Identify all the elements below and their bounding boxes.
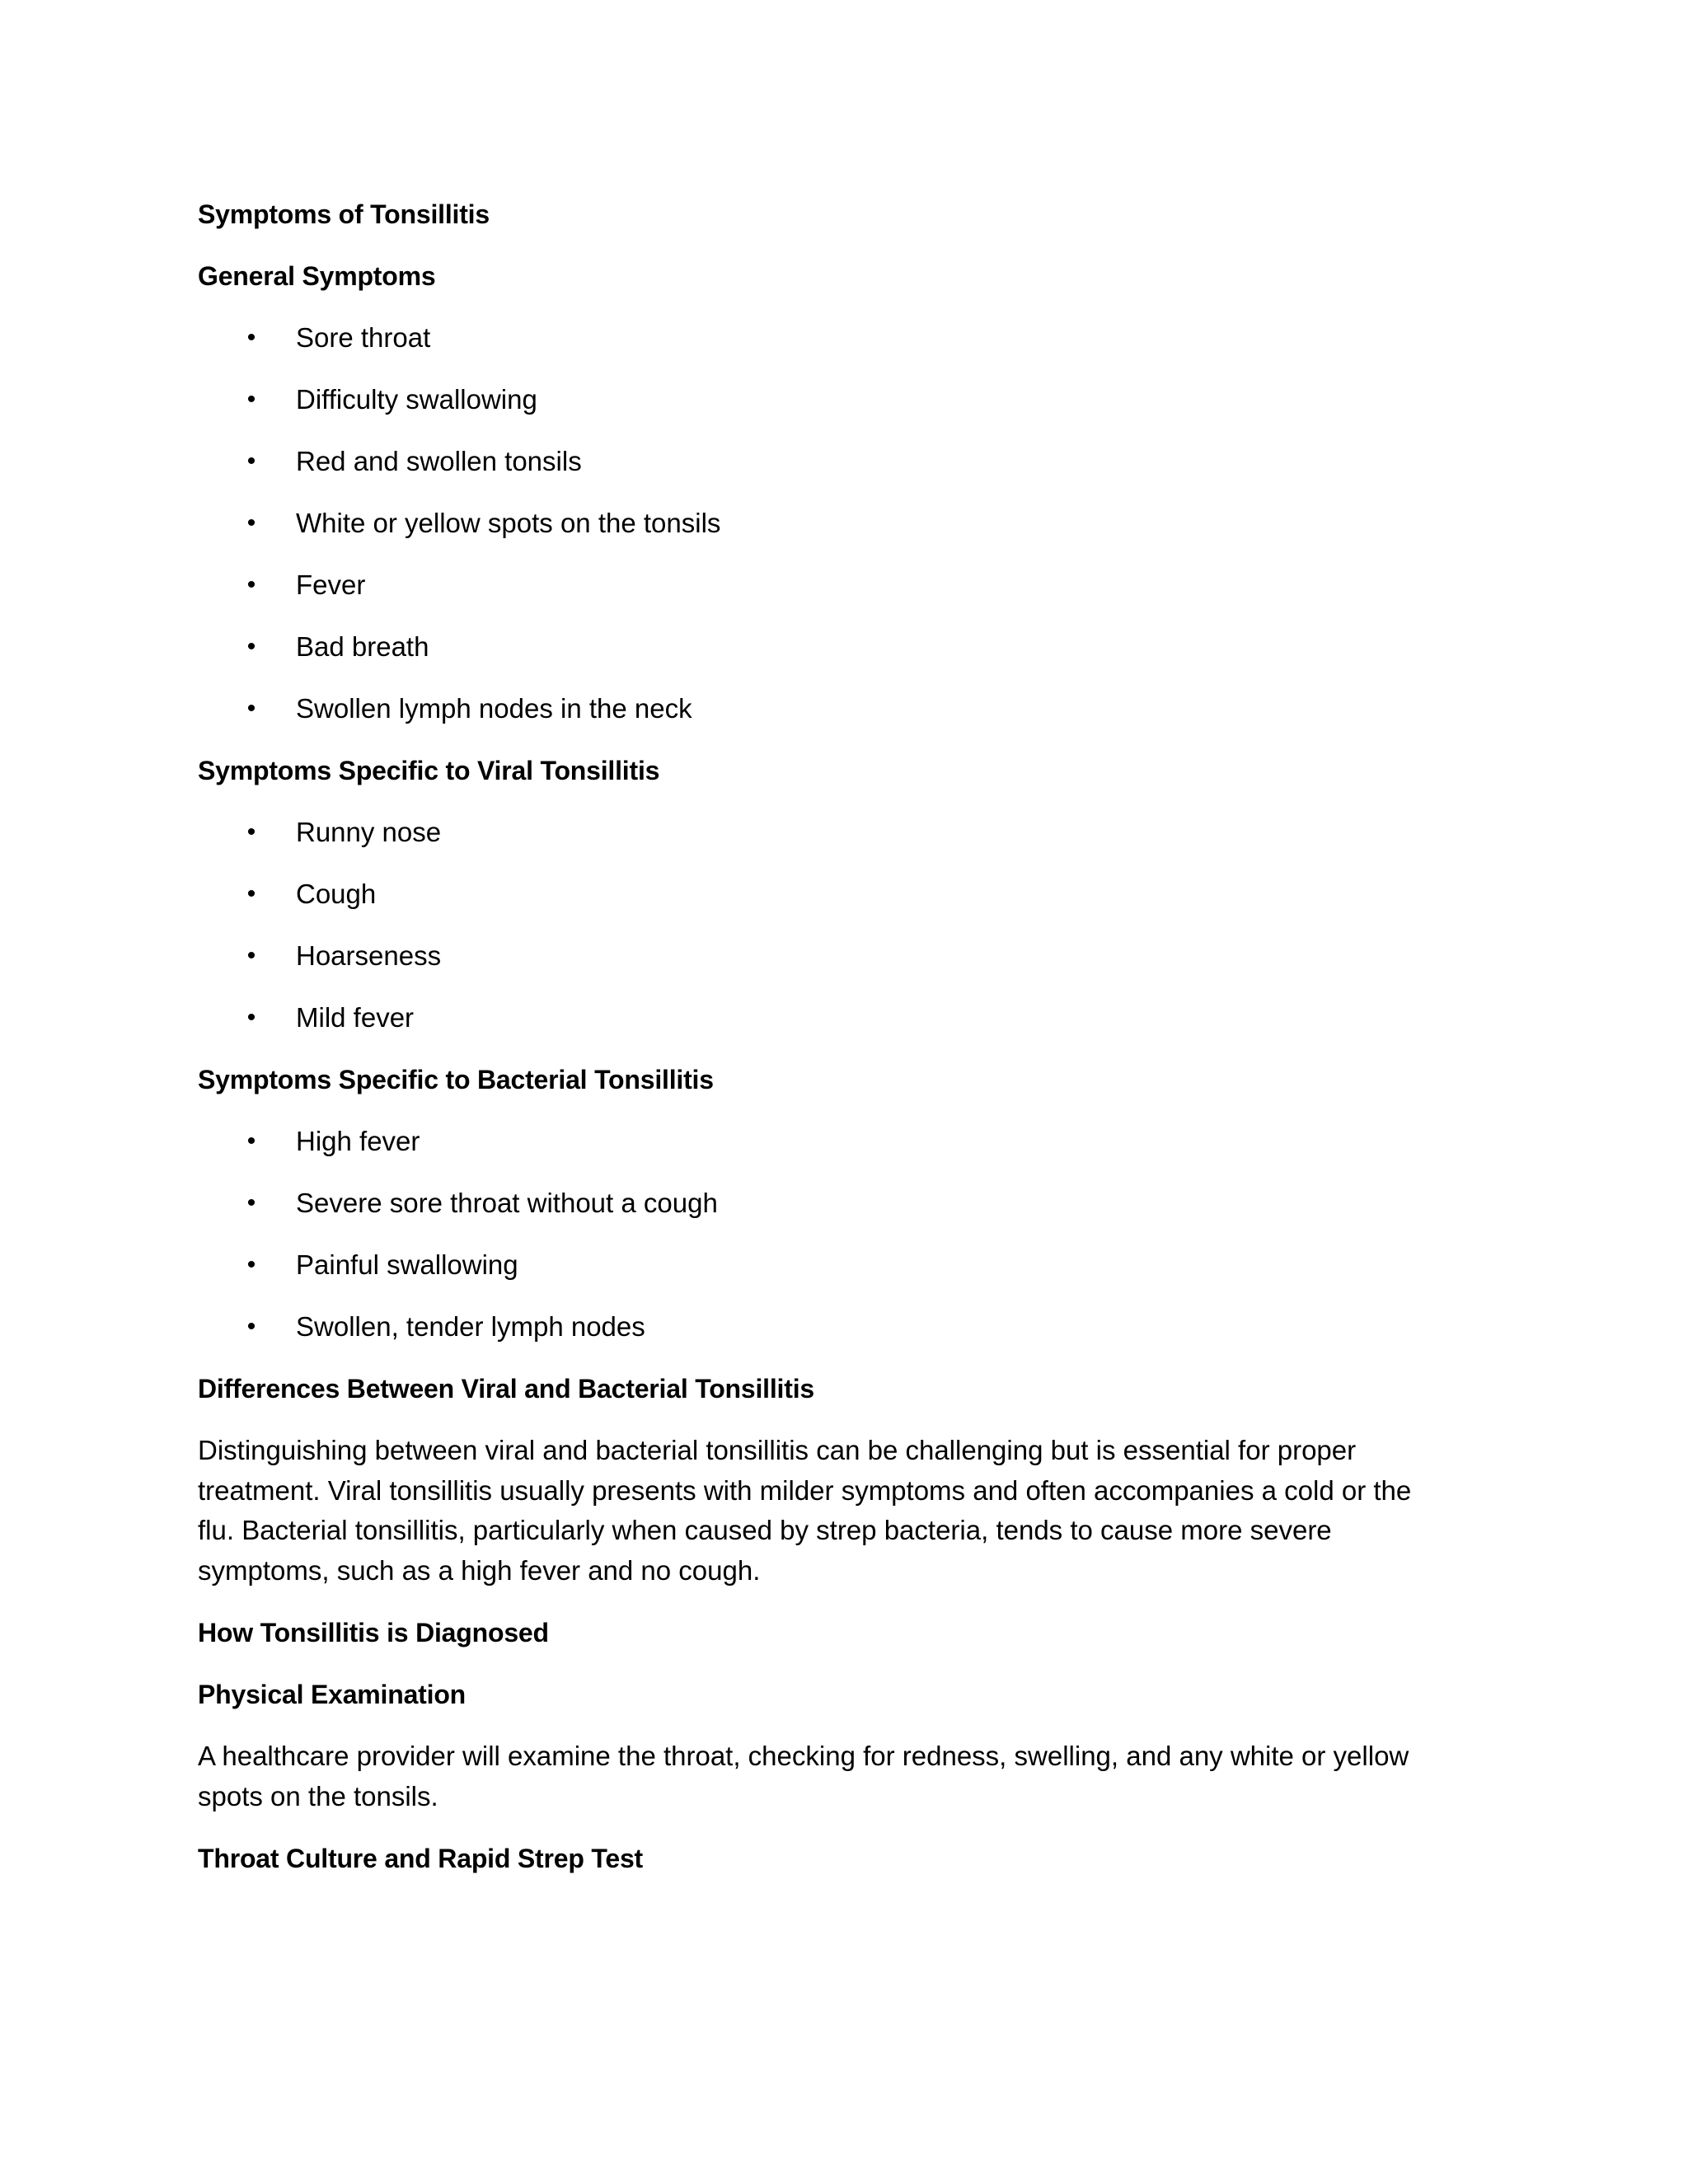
list-item [198, 380, 1451, 419]
viral-symptoms-heading: Symptoms Specific to Viral Tonsillitis [198, 756, 660, 785]
list-item [198, 1307, 1451, 1347]
list-item-text: Swollen lymph nodes in the neck [296, 693, 692, 724]
bacterial-symptoms-heading: Symptoms Specific to Bacterial Tonsillitis [198, 1065, 714, 1094]
list-item [198, 936, 1451, 976]
general-symptoms-heading: General Symptoms [198, 261, 436, 291]
viral-symptoms-list [198, 813, 1451, 1038]
list-item-text: Cough [296, 879, 377, 909]
bullet-icon: • [246, 1004, 256, 1031]
list-item-text: Mild fever [296, 1002, 415, 1033]
bacterial-symptoms-list [198, 1122, 1451, 1347]
physical-exam-heading: Physical Examination [198, 1680, 467, 1709]
list-item-text: Painful swallowing [296, 1249, 518, 1280]
list-item [198, 318, 1451, 358]
differences-paragraph: Distinguishing between viral and bacterial tonsillitis can be challenging but is essential for proper treatment. Viral tonsillitis usually presents with milder symptoms and often accompanies a cold or the flu. Bacterial tonsillitis, particularly when caused by strep bacteria, tends to cause more severe symptoms, such as a high fever and no cough. [198, 1435, 1412, 1586]
list-item [198, 504, 1451, 543]
bullet-icon: • [246, 633, 256, 660]
list-item-text: Red and swollen tonsils [296, 446, 582, 476]
list-item [198, 442, 1451, 481]
list-item [198, 874, 1451, 914]
list-item-text: Hoarseness [296, 940, 442, 971]
list-item-text: Fever [296, 569, 366, 600]
list-item-text: Difficulty swallowing [296, 384, 537, 415]
list-item [198, 1183, 1451, 1223]
list-item [198, 1245, 1451, 1285]
list-item [198, 998, 1451, 1038]
list-item [198, 565, 1451, 605]
bullet-icon: • [246, 448, 256, 475]
bullet-icon: • [246, 942, 256, 969]
list-item [198, 1122, 1451, 1161]
bullet-icon: • [246, 509, 256, 537]
bullet-icon: • [246, 324, 256, 351]
list-item-text: Runny nose [296, 817, 442, 847]
list-item-text: High fever [296, 1126, 420, 1156]
bullet-icon: • [246, 1313, 256, 1340]
list-item-text: Sore throat [296, 322, 431, 353]
list-item [198, 689, 1451, 729]
list-item-text: White or yellow spots on the tonsils [296, 508, 721, 538]
bullet-icon: • [246, 695, 256, 722]
bullet-icon: • [246, 1127, 256, 1155]
list-item-text: Bad breath [296, 631, 429, 662]
list-item-text: Severe sore throat without a cough [296, 1188, 718, 1218]
bullet-icon: • [246, 1189, 256, 1216]
document-title: Symptoms of Tonsillitis [198, 199, 490, 229]
bullet-icon: • [246, 818, 256, 846]
bullet-icon: • [246, 880, 256, 907]
list-item-text: Swollen, tender lymph nodes [296, 1311, 645, 1342]
list-item [198, 813, 1451, 852]
document-body [198, 194, 1451, 1900]
bullet-icon: • [246, 571, 256, 598]
general-symptoms-list [198, 318, 1451, 729]
list-item [198, 627, 1451, 667]
throat-culture-heading: Throat Culture and Rapid Strep Test [198, 1844, 644, 1873]
bullet-icon: • [246, 1251, 256, 1278]
differences-heading: Differences Between Viral and Bacterial Tonsillitis [198, 1374, 814, 1404]
physical-exam-paragraph: A healthcare provider will examine the throat, checking for redness, swelling, and any white or yellow spots on the tonsils. [198, 1741, 1409, 1811]
diagnosis-heading: How Tonsillitis is Diagnosed [198, 1618, 549, 1647]
bullet-icon: • [246, 386, 256, 413]
